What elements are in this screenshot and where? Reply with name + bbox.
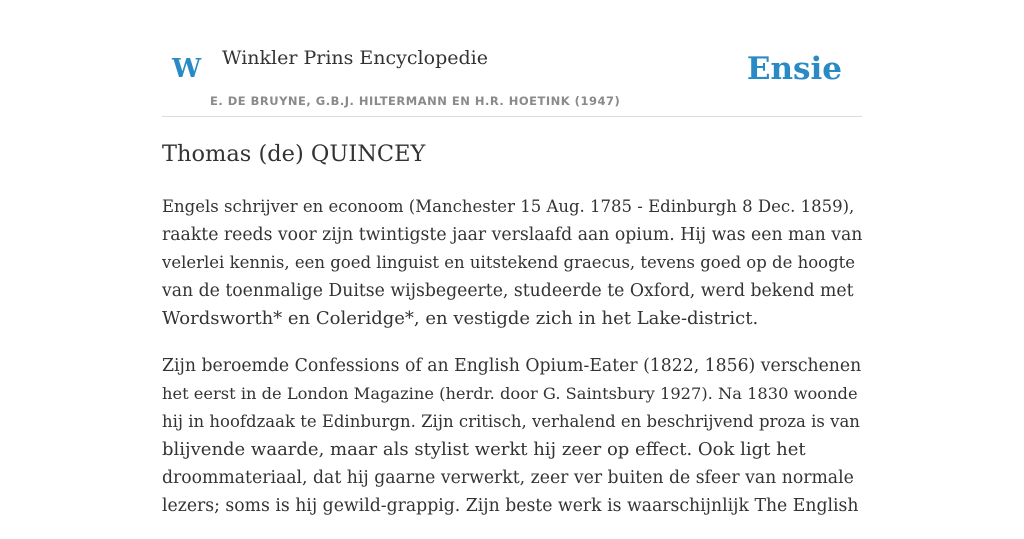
paragraph (162, 352, 862, 520)
paragraph-line: raakte reeds voor zijn twintigste jaar verslaafd aan opium. Hij was een man van (162, 225, 863, 245)
paragraph-line: lezers; soms is hij gewild-grappig. Zijn beste werk is waarschijnlijk The English (162, 496, 859, 516)
source-title[interactable]: Winkler Prins Encyclopedie (222, 47, 488, 69)
paragraph-line: het eerst in de London Magazine (herdr. door G. Saintsbury 1927). Na 1830 woonde (162, 384, 858, 403)
source-authors: E. DE BRUYNE, G.B.J. HILTERMANN EN H.R. HOETINK (1947) (210, 94, 621, 108)
paragraph-line: van de toenmalige Duitse wijsbegeerte, studeerde te Oxford, werd bekend met (162, 281, 854, 301)
paragraph-line: blijvende waarde, maar als stylist werkt hij zeer op effect. Ook ligt het (162, 439, 806, 460)
paragraph-line: droommateriaal, dat hij gaarne verwerkt, zeer ver buiten de sfeer van normale (162, 468, 854, 488)
paragraph-line: velerlei kennis, een goed linguist en uitstekend graecus, tevens goed op de hoogte (162, 253, 856, 272)
paragraph-line: Zijn beroemde Confessions of an English Opium-Eater (1822, 1856) verschenen (162, 356, 862, 376)
paragraph-line: hij in hoofdzaak te Edinburgn. Zijn critisch, verhalend en beschrijvend proza is van (162, 412, 860, 431)
article-body (162, 193, 862, 539)
paragraph-line: Wordsworth* en Coleridge*, en vestigde zich in het Lake-district. (162, 308, 759, 329)
source-header (162, 36, 862, 117)
ensie-brand-logo[interactable]: Ensie (746, 51, 842, 87)
page-title: Thomas (de) QUINCEY (162, 141, 426, 167)
winkler-prins-logo[interactable]: W (172, 54, 202, 84)
paragraph (162, 193, 862, 333)
paragraph-line: Engels schrijver en econoom (Manchester 15 Aug. 1785 - Edinburgh 8 Dec. 1859), (162, 197, 855, 216)
